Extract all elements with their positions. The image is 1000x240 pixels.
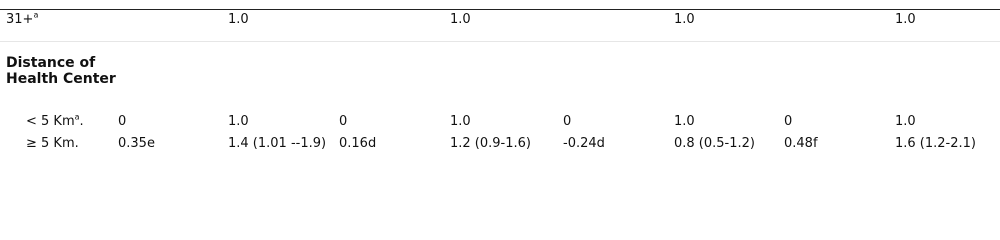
table-cell: 1.0 — [674, 114, 695, 129]
table-cell: 1.0 — [895, 114, 916, 129]
table-cell: 1.0 — [228, 12, 249, 27]
row-label-ge-5km: ≥ 5 Km. — [26, 136, 79, 151]
table-cell: 0.35e — [118, 136, 155, 151]
table-cell: 0 — [339, 114, 348, 129]
table-cell: 1.0 — [450, 12, 471, 27]
section-heading-distance: Distance of Health Center — [6, 55, 116, 87]
table-cell: 1.0 — [674, 12, 695, 27]
table-cell: -0.24d — [563, 136, 605, 151]
table-cell: 0 — [563, 114, 572, 129]
row-label-31-plus: 31+$^a$ — [6, 10, 39, 27]
table-cell: 0.16d — [339, 136, 377, 151]
table-cell: 0.8 (0.5-1.2) — [674, 136, 755, 151]
table-cell: 0 — [118, 114, 127, 129]
table-cell: 0 — [784, 114, 793, 129]
table-cell: 1.0 — [450, 114, 471, 129]
footnote-marker: a — [33, 10, 39, 20]
table-cell: 1.0 — [895, 12, 916, 27]
row-separator — [0, 41, 1000, 42]
table-cell: 1.6 (1.2-2.1) — [895, 136, 976, 151]
table-cell: 0.48f — [784, 136, 818, 151]
table-cell: 1.2 (0.9-1.6) — [450, 136, 531, 151]
table-cell: 1.0 — [228, 114, 249, 129]
footnote-marker: a — [74, 112, 80, 122]
row-label-lt-5km: < 5 Km$^a$. — [26, 112, 84, 129]
table-top-rule — [0, 9, 1000, 10]
table-cell: 1.4 (1.01 --1.9) — [228, 136, 327, 151]
